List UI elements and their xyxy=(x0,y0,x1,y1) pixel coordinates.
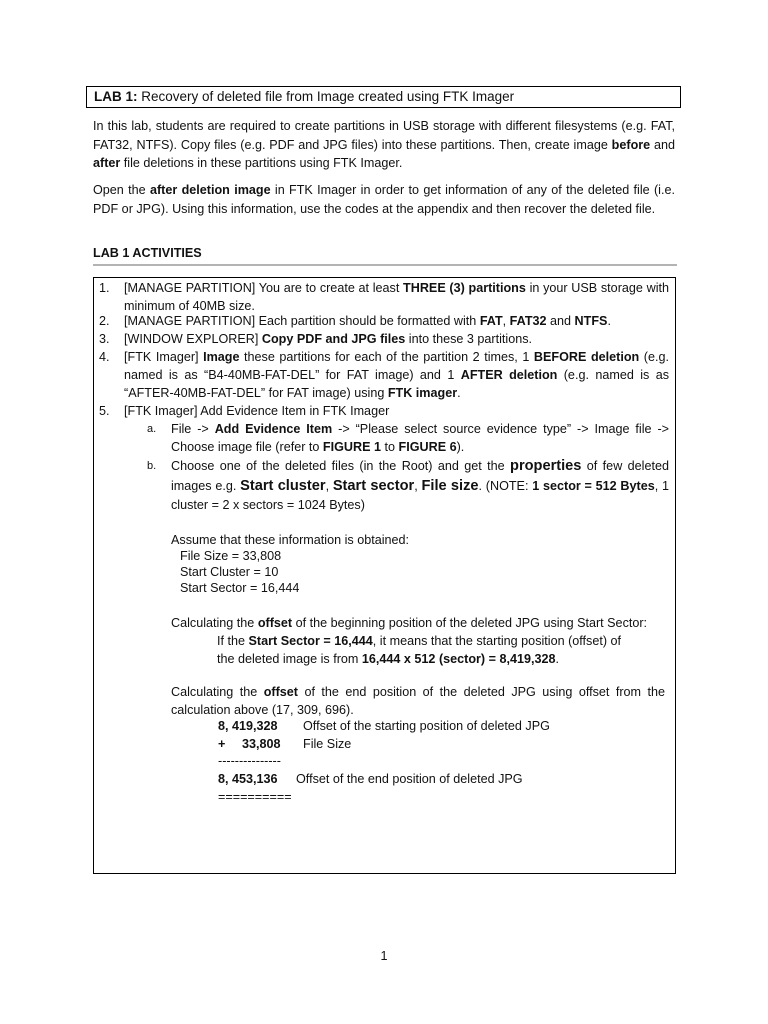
calc-start-line-1: If the Start Sector = 16,444, it means that the starting position (offset) of xyxy=(217,634,622,648)
step-4-text: [FTK Imager] Image these partitions for each of the partition 2 times, 1 BEFORE deletion (e.g. named is as “B4-40MB-FAT-DEL” for FAT image) and 1 AFTER deletion (e.g. named is as “AFTER-40MB-FAT-DEL” for FAT image) using FTK imager. xyxy=(124,350,669,400)
sum-double-line: ========== xyxy=(218,790,292,804)
step-5-text: [FTK Imager] Add Evidence Item in FTK Imager xyxy=(124,404,390,418)
sum-divider-dashes: --------------- xyxy=(218,754,281,768)
sum-file-size-label: File Size xyxy=(303,737,352,751)
activities-box: 1. [MANAGE PARTITION] You are to create at least THREE (3) partitions in your USB storage with minimum of 40MB size. 2. [MANAGE PARTITION] Each partition should be formatted with FAT, FAT32 and NTFS. 3. [WINDOW EXPLORER] Copy PDF and JPG files into these 3 partitions. 4. [FTK Imager] Image these partitions for each of the partition 2 times, 1 BEFORE deletion (e.g. named is as “B4-40MB-FAT-DEL” for FAT image) and 1 AFTER deletion (e.g. named is as “AFTER-40MB-FAT-DEL” for FAT image) using FTK imager. 5. [FTK Imager] Add Evidence Item in FTK Imager a. File -> Add Evidence Item -> “Please select source evidence type” -> Image file -> Choose image file (refer to FIGURE 1 to FIGURE 6). b. Choose one of the deleted files (in the Root) and get the properties of few deleted images e.g. Start cluster, Start sector, File size. (NOTE: 1 sector = 512 Bytes, 1 cluster = 2 x sectors = 1024 Bytes) Assume that these information is obtained: File Size = 33,808 Start Cluster = 10 Start Sector = 16,444 Calculating the offset of the beginning position of the deleted JPG using Start Sector: If the Start Sector = 16,444, it means that the starting position (offset) of the deleted image is from 16,444 x 512 (sector) = 8,419,328. Calculating the offset of the end position of the deleted JPG using offset from the calculation above (17, 309, 696). 8, 419,328 Offset of the starting position of deleted JPG + 33,808 File Size --------------- 8, 453,136 Offset of the end position of deleted JPG ========== xyxy=(93,277,676,874)
lab-title-prefix: LAB 1: xyxy=(94,89,138,104)
step-5b-text: Choose one of the deleted files (in the Root) and get the properties of few deleted images e.g. Start cluster, Start sector, File size. (NOTE: 1 sector = 512 Bytes, 1 cluster = 2 x sectors = 1024 Bytes) xyxy=(171,458,669,512)
step-3-text: [WINDOW EXPLORER] Copy PDF and JPG files into these 3 partitions. xyxy=(124,332,533,346)
sum-end-offset-label: Offset of the end position of deleted JPG xyxy=(296,772,523,786)
calc-start-intro: Calculating the offset of the beginning position of the deleted JPG using Start Sector: xyxy=(171,616,648,630)
step-1-text: [MANAGE PARTITION] You are to create at least THREE (3) partitions in your USB storage with minimum of 40MB size. xyxy=(124,281,669,313)
intro-paragraph-2: Open the after deletion image in FTK Imager in order to get information of any of the deleted file (i.e. PDF or JPG). Using this information, use the codes at the appendix and then recover the deleted file. xyxy=(93,183,675,216)
step-2-text: [MANAGE PARTITION] Each partition should be formatted with FAT, FAT32 and NTFS. xyxy=(124,314,611,328)
lab-title-box xyxy=(86,86,681,108)
sum-end-offset-value: 8, 453,136 xyxy=(218,772,278,786)
intro-paragraph-1: In this lab, students are required to create partitions in USB storage with different filesystems (e.g. FAT, FAT32, NTFS). Copy files (e.g. PDF and JPG files) into these partitions. Then, create image before and after file deletions in these partitions using FTK Imager. xyxy=(93,119,675,170)
page-number: 1 xyxy=(380,949,388,963)
assume-heading: Assume that these information is obtained: xyxy=(171,533,410,547)
assume-file-size: File Size = 33,808 xyxy=(180,549,282,563)
sum-file-size-value: 33,808 xyxy=(242,737,281,751)
sum-start-offset-value: 8, 419,328 xyxy=(218,719,278,733)
assume-start-sector: Start Sector = 16,444 xyxy=(180,581,300,595)
activities-heading: LAB 1 ACTIVITIES xyxy=(93,246,677,266)
sum-plus-sign: + xyxy=(218,737,226,751)
step-5a-text: File -> Add Evidence Item -> “Please select source evidence type” -> Image file -> Choose image file (refer to FIGURE 1 to FIGURE 6). xyxy=(171,422,669,454)
lab-title-text: Recovery of deleted file from Image created using FTK Imager xyxy=(137,89,515,104)
calc-start-line-2: the deleted image is from 16,444 x 512 (sector) = 8,419,328. xyxy=(217,652,560,666)
assume-start-cluster: Start Cluster = 10 xyxy=(180,565,279,579)
sum-start-offset-label: Offset of the starting position of deleted JPG xyxy=(303,719,550,733)
